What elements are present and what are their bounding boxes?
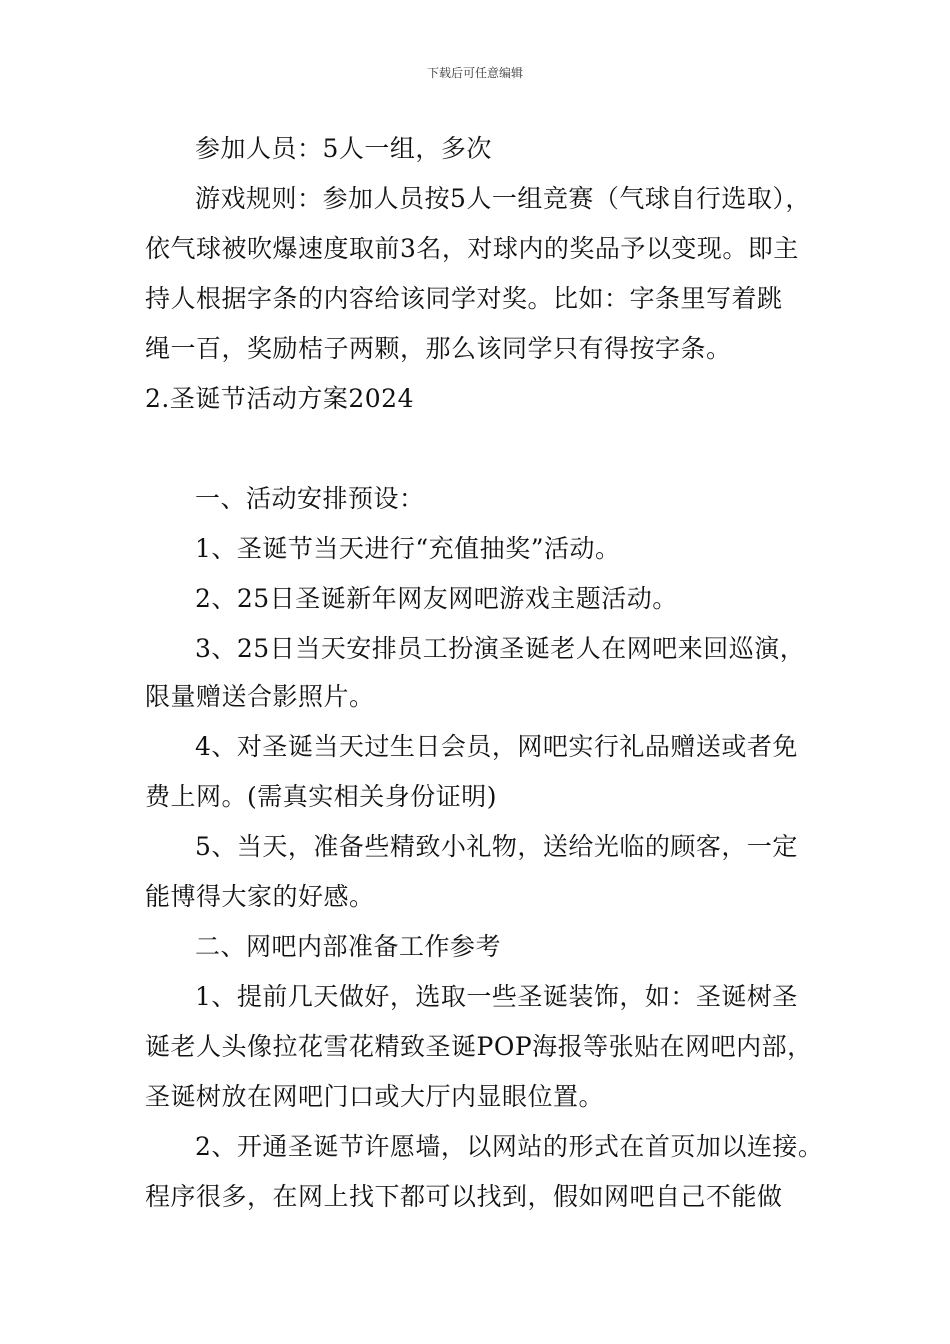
list-item-continuation: 诞老人头像拉花雪花精致圣诞POP海报等张贴在网吧内部， xyxy=(145,1032,813,1061)
list-item: 4、对圣诞当天过生日会员，网吧实行礼品赠送或者免 xyxy=(195,732,798,761)
section-heading: 二、网吧内部准备工作参考 xyxy=(195,932,502,961)
paragraph-line: 持人根据字条的内容给该同学对奖。比如：字条里写着跳 xyxy=(145,284,783,313)
list-item: 3、25日当天安排员工扮演圣诞老人在网吧来回巡演， xyxy=(195,634,806,663)
list-item-continuation: 程序很多，在网上找下都可以找到，假如网吧自己不能做 xyxy=(145,1182,783,1211)
list-item: 1、圣诞节当天进行“充值抽奖”活动。 xyxy=(195,534,621,563)
list-item-continuation: 圣诞树放在网吧门口或大厅内显眼位置。 xyxy=(145,1082,605,1111)
section-heading: 一、活动安排预设： xyxy=(195,484,425,513)
list-item: 5、当天，准备些精致小礼物，送给光临的顾客，一定 xyxy=(195,832,798,861)
list-item-continuation: 费上网。(需真实相关身份证明) xyxy=(145,782,498,811)
paragraph-line: 参加人员：5人一组，多次 xyxy=(195,134,492,163)
list-item: 2、开通圣诞节许愿墙，以网站的形式在首页加以连接。 xyxy=(195,1132,824,1161)
list-item: 2、25日圣诞新年网友网吧游戏主题活动。 xyxy=(195,584,678,613)
list-item: 1、提前几天做好，选取一些圣诞装饰，如：圣诞树圣 xyxy=(195,982,798,1011)
list-item-continuation: 限量赠送合影照片。 xyxy=(145,682,375,711)
paragraph-line: 绳一百，奖励桔子两颗，那么该同学只有得按字条。 xyxy=(145,334,732,363)
paragraph-line: 依气球被吹爆速度取前3名，对球内的奖品予以变现。即主 xyxy=(145,234,799,263)
section-heading: 2.圣诞节活动方案2024 xyxy=(145,384,414,413)
paragraph-line: 游戏规则：参加人员按5人一组竞赛（气球自行选取）， xyxy=(195,184,811,213)
page-header: 下载后可任意编辑 xyxy=(426,66,523,80)
list-item-continuation: 能博得大家的好感。 xyxy=(145,882,375,911)
